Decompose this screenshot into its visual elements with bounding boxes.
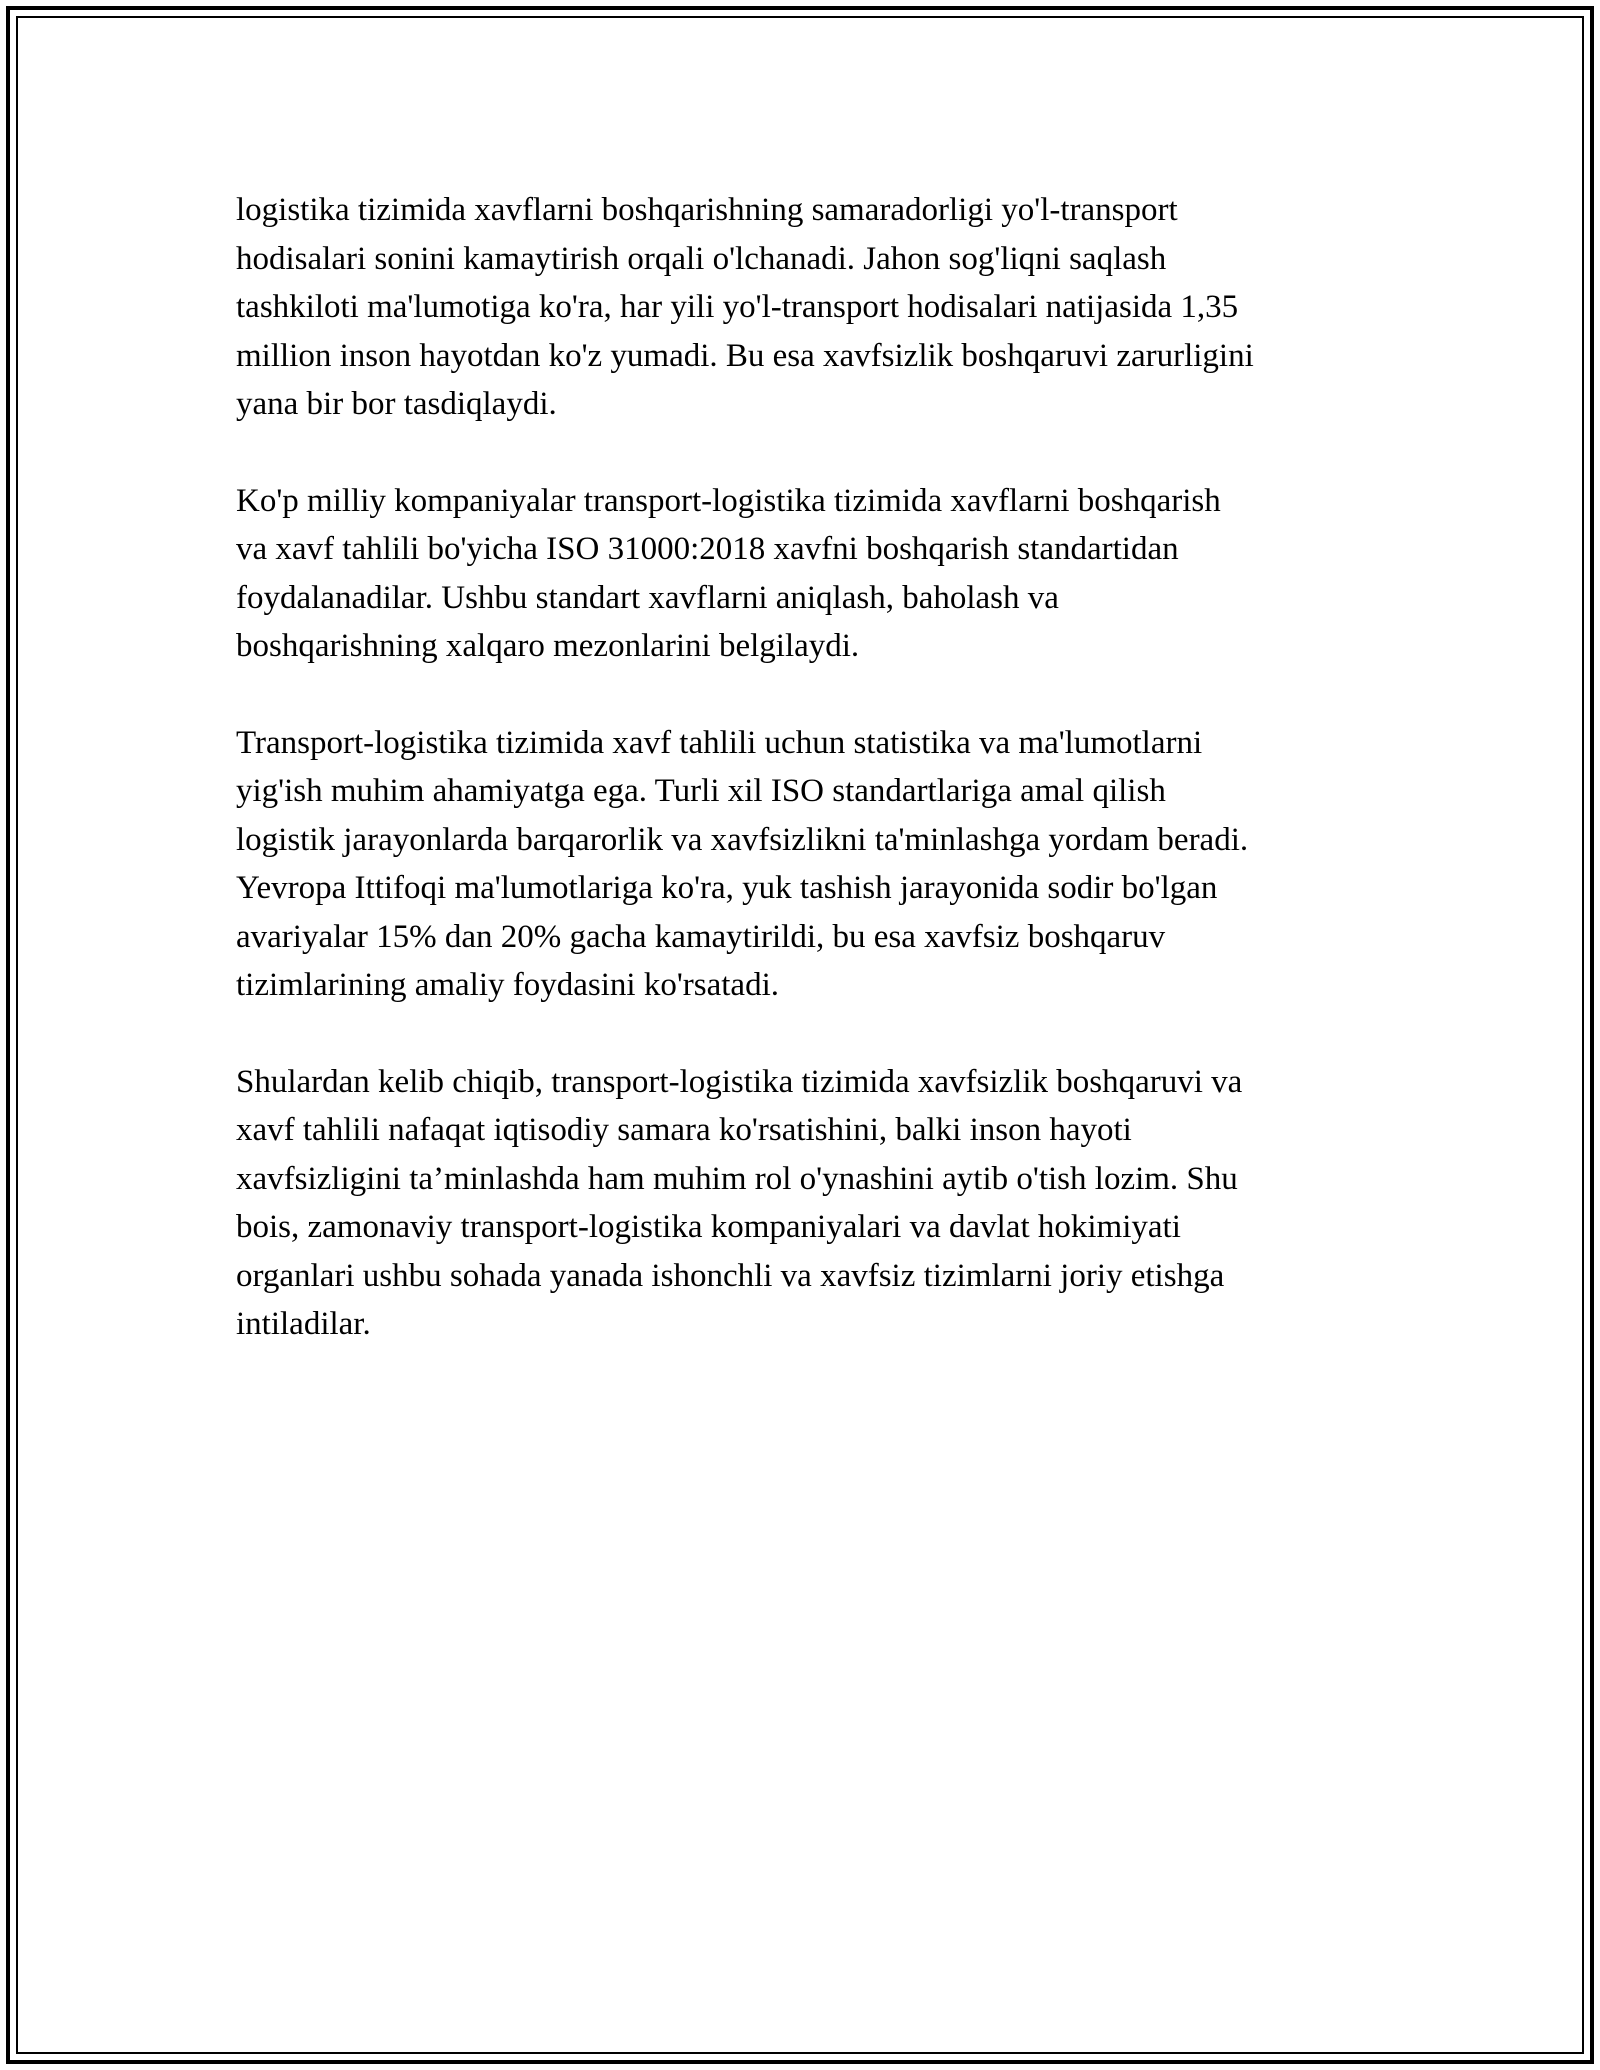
document-body bbox=[236, 186, 1376, 1397]
paragraph-road-accidents: logistika tizimida xavflarni boshqarishning samaradorligi yo'l-transport hodisalari sonini kamaytirish orqali o'lchanadi. Jahon sog'liqni saqlash tashkiloti ma'lumotiga ko'ra, har yili yo'l-transport hodisalari natijasida 1,35 million inson hayotdan ko'z yumadi. Bu esa xavfsizlik boshqaruvi zarurligini yana bir bor tasdiqlaydi. bbox=[236, 192, 1254, 422]
paragraph-statistics: Transport-logistika tizimida xavf tahlili uchun statistika va ma'lumotlarni yig'ish muhim ahamiyatga ega. Turli xil ISO standartlariga amal qilish logistik jarayonlarda barqarorlik va xavfsizlikni ta'minlashga yordam beradi. Yevropa Ittifoqi ma'lumotlariga ko'ra, yuk tashish jarayonida sodir bo'lgan avariyalar 15% dan 20% gacha kamaytirildi, bu esa xavfsiz boshqaruv tizimlarining amaliy foydasini ko'rsatadi. bbox=[236, 724, 1249, 1003]
paragraph-iso-31000: Ko'p milliy kompaniyalar transport-logistika tizimida xavflarni boshqarish va xavf tahlili bo'yicha ISO 31000:2018 xavfni boshqarish standartidan foydalanadilar. Ushbu standart xavflarni aniqlash, baholash va boshqarishning xalqaro mezonlarini belgilaydi. bbox=[236, 482, 1221, 664]
paragraph-conclusion: Shulardan kelib chiqib, transport-logistika tizimida xavfsizlik boshqaruvi va xavf tahlili nafaqat iqtisodiy samara ko'rsatishini, balki inson hayoti xavfsizligini ta’minlashda ham muhim rol o'ynashini aytib o'tish lozim. Shu bois, zamonaviy transport-logistika kompaniyalari va davlat hokimiyati organlari ushbu sohada yanada ishonchli va xavfsiz tizimlarni joriy etishga intiladilar. bbox=[236, 1063, 1243, 1342]
